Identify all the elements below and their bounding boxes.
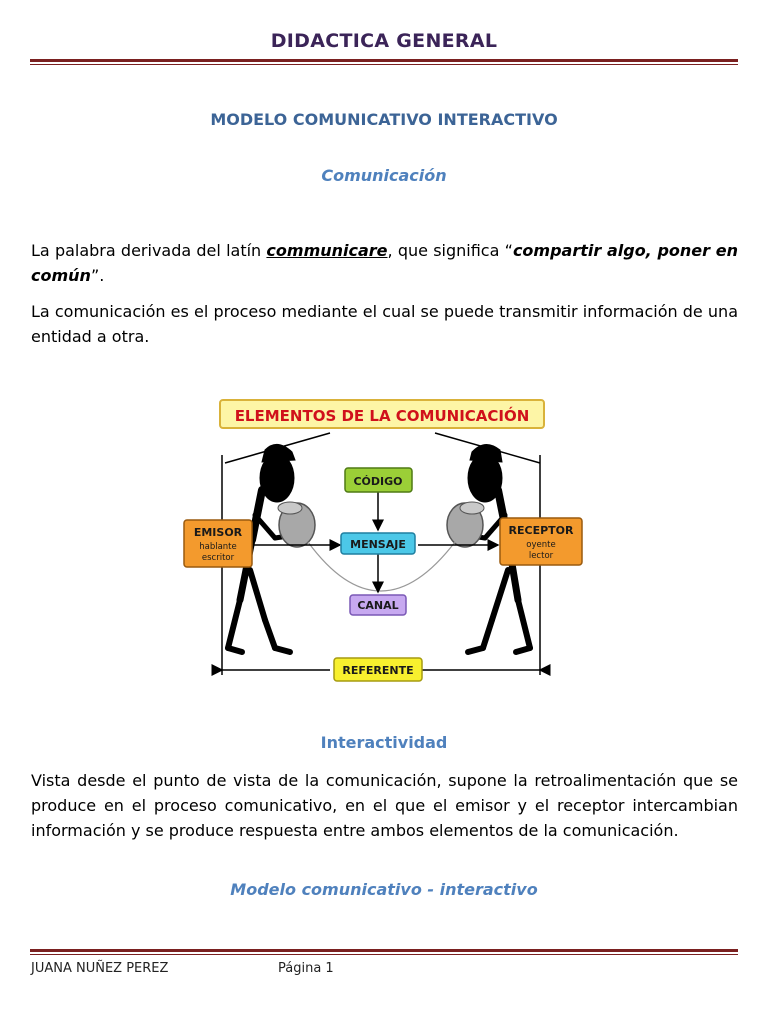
canal-label: CANAL [357, 599, 399, 612]
paragraph-communication: La comunicación es el proceso mediante el cual se puede transmitir información de una entidad a otra. [31, 302, 738, 346]
latin-term: communicare [266, 241, 388, 260]
codigo-label: CÓDIGO [353, 475, 403, 488]
codigo-box [345, 468, 412, 492]
mensaje-label: MENSAJE [350, 538, 406, 551]
footer-author: JUANA NUÑEZ PEREZ [31, 961, 169, 976]
diagram-title: ELEMENTOS DE LA COMUNICACIÓN [234, 407, 530, 425]
emisor-box [184, 520, 252, 567]
header-rule-thin [30, 64, 738, 65]
receptor-box [500, 518, 582, 565]
canal-box [350, 595, 406, 615]
referente-box [334, 658, 422, 681]
meaning-text: compartir algo, poner en común [31, 241, 739, 285]
footer-rule-thick [30, 949, 738, 952]
referente-label: REFERENTE [342, 664, 414, 677]
page-header-title: DIDACTICA GENERAL [270, 30, 498, 52]
subtitle-interactividad: Interactividad [320, 733, 448, 752]
emisor-subtitle-2: escritor [201, 553, 235, 563]
para1-text-2: , que significa “ [387, 241, 513, 260]
paragraph-interactividad: Vista desde el punto de vista de la comunicación, supone la retroalimentación que se produce en el proceso comunicativo, en el que el emisor y el receptor intercambian información y se produce respuesta entre ambos elementos de la comunicación. [31, 771, 738, 840]
para1-text-3: ”. [90, 266, 105, 285]
footer-page-number: Página 1 [278, 961, 334, 976]
receptor-label: RECEPTOR [508, 524, 574, 537]
receptor-subtitle-2: lector [528, 551, 554, 561]
para1-text-1: La palabra derivada del latín [31, 241, 267, 260]
emisor-label: EMISOR [193, 526, 243, 539]
emisor-subtitle-1: hablante [199, 542, 237, 552]
subtitle-comunicacion: Comunicación [321, 166, 447, 185]
receptor-cup-icon [447, 502, 484, 547]
diagram-title-box [220, 400, 544, 428]
mensaje-box [341, 533, 415, 554]
receptor-subtitle-1: oyente [526, 540, 556, 550]
emisor-cup-icon [278, 502, 315, 547]
paragraph-definition [31, 238, 738, 288]
footer-rule-thin [30, 954, 738, 955]
header-rule-thick [30, 59, 738, 62]
communication-elements-diagram [180, 390, 590, 685]
section-title: MODELO COMUNICATIVO INTERACTIVO [210, 110, 558, 129]
subtitle-modelo: Modelo comunicativo - interactivo [230, 880, 538, 899]
